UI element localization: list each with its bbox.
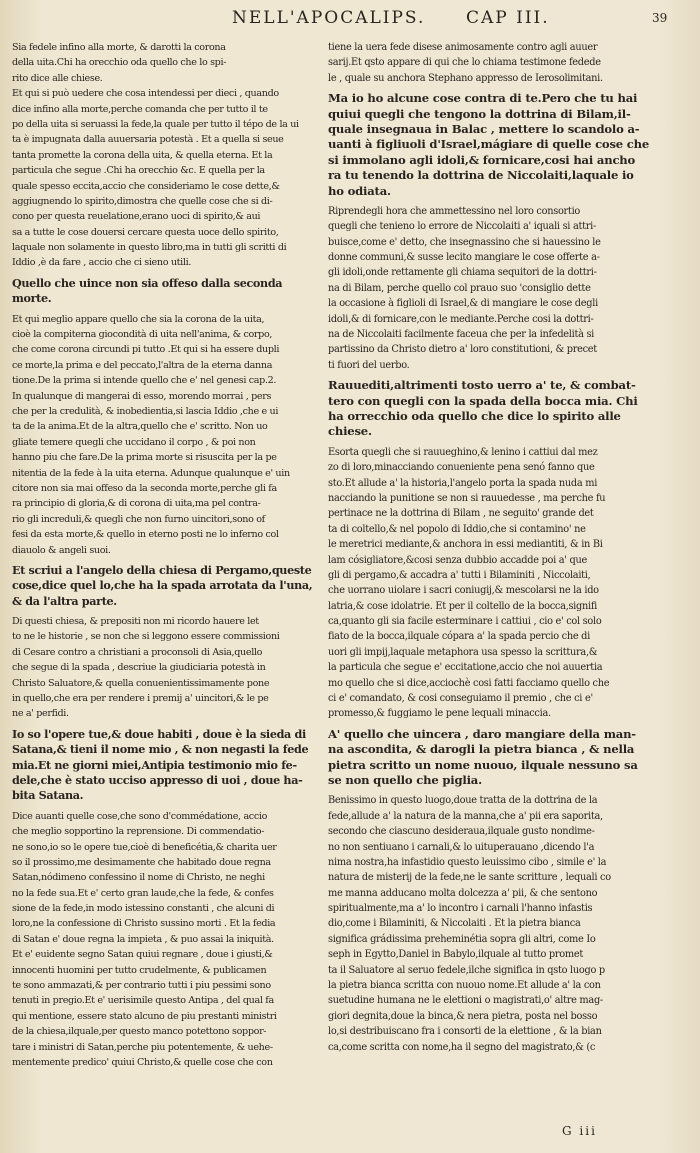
commentary-line: natura de misterij de la fede,ne le sante scritture , lequali co: [328, 872, 611, 884]
scripture-line: ha orrecchio oda quello che dice lo spirito alle: [328, 408, 621, 423]
commentary-line: Benissimo in questo luogo,doue tratta de la dottrina de la: [328, 795, 598, 807]
scripture-line: bita Satana.: [12, 788, 84, 803]
commentary-line: no non sentiuano i carnali,& lo uituperauano ,dicendo l'a: [328, 841, 595, 853]
commentary-line: che uorrano uiolare i sacri coniugij,& mescolarsi ne la ido: [328, 585, 599, 597]
commentary-line: ta di coltello,& nel popolo di Iddio,che si contamino' ne: [328, 523, 586, 535]
scripture-line: mia.Et ne giorni miei,Antipia testimonio mio fe-: [12, 757, 297, 772]
scripture-line: ra tu tenendo la dottrina de Niccolaiti,laquale io: [328, 168, 634, 183]
commentary-line: hanno piu che fare.De la prima morte si risuscita per la pe: [12, 452, 277, 464]
commentary-line: Dice auanti quelle cose,che sono d'commédatione, accio: [12, 810, 268, 822]
commentary-line: tiene la uera fede disese animosamente contro agli auuer: [328, 42, 598, 53]
commentary-line: Esorta quegli che si rauueghino,& lenino i cattiui dal mez: [328, 446, 598, 458]
scripture-line: pietra scritto un nome nuouo, ilquale nessuno sa: [328, 757, 638, 772]
commentary-line: uori gli impij,laquale metaphora usa spesso la scrittura,&: [328, 646, 598, 658]
scripture-line: Rauuediti,altrimenti tosto uerro a' te, & combat-: [328, 378, 636, 393]
scripture-line: si immolano agli idoli,& fornicare,cosi hai ancho: [328, 152, 636, 167]
commentary-line: loro,ne la confessione di Christo sussino morti . Et la fedia: [12, 918, 276, 930]
commentary-line: di Satan e' doue regna la impieta , & puo assai la iniquità.: [12, 933, 274, 945]
commentary-line: della uita.Chi ha orecchio oda quello che lo spi-: [12, 57, 227, 69]
commentary-line: na de Niccolaiti facilmente faceua che per la infedelità si: [328, 329, 595, 341]
commentary-line: de la chiesa,ilquale,per questo manco potettono soppor-: [12, 1026, 267, 1038]
commentary-line: Sia fedele infino alla morte, & darotti la corona: [12, 42, 226, 53]
scripture-line: Ma io ho alcune cose contra di te.Pero che tu hai: [328, 91, 638, 106]
commentary-line: sto.Et allude a' la historia,l'angelo porta la spada nuda mi: [328, 477, 598, 489]
scripture-line: se non quello che piglia.: [328, 772, 482, 787]
commentary-line: ca,come scritta con nome,ha il segno del magistrato,& (c: [328, 1041, 596, 1053]
commentary-line: pertinace ne la dottrina di Bilam , ne seguito' grande det: [328, 508, 594, 520]
commentary-line: cioè la compiterna giocondità di uita nell'anima, & corpo,: [12, 329, 273, 341]
commentary-line: ti fuori del uerbo.: [328, 359, 410, 371]
commentary-line: gliate temere quegli che uccidano il corpo , & poi non: [12, 436, 256, 448]
commentary-line: tare i ministri di Satan,perche piu potentemente, & uehe-: [12, 1041, 273, 1053]
scripture-line: na ascondita, & darogli la pietra bianca , & nella: [328, 742, 635, 757]
commentary-line: le meretrici mediante,& anchora in essi mediantiti, & in Bi: [328, 539, 603, 551]
commentary-line: Riprendegli hora che ammettessino nel loro consortio: [328, 205, 581, 217]
commentary-line: diauolo & angeli suoi.: [12, 544, 111, 556]
commentary-line: nitentia de la fede à la uita eterna. Adunque qualunque e' uin: [12, 467, 290, 479]
commentary-line: idoli,& di fornicare,con le mediante.Perche cosi la dottri-: [328, 313, 594, 325]
right-column: [328, 40, 683, 1125]
commentary-line: na di Bilam, perche quello col prauo suo 'consiglio dette: [328, 282, 591, 294]
commentary-line: che segue di la spada , descriue la giudiciaria potestà in: [12, 662, 266, 674]
commentary-line: aggiugnendo lo spirito,dimostra che quelle cose che si di-: [12, 195, 273, 207]
commentary-line: fesi da esta morte,& quello in eterno posti ne lo inferno col: [12, 529, 279, 541]
commentary-line: rio gli increduli,& quegli che non furno uincitori,sono of: [12, 513, 265, 525]
commentary-line: la pietra bianca scritta con nuouo nome.Et allude a' la con: [328, 980, 601, 992]
commentary-line: laquale non solamente in questo libro,ma in tutti gli scritti di: [12, 242, 287, 254]
commentary-line: buisce,come e' detto, che insegnassino che si hauessino le: [328, 236, 601, 248]
scripture-line: Satana,& tieni il nome mio , & non negasti la fede: [12, 742, 309, 757]
commentary-line: che meglio sopportino la reprensione. Di commendatio-: [12, 826, 265, 838]
commentary-line: lam cósigliatore,&cosi senza dubbio accadde poi a' que: [328, 554, 587, 566]
commentary-line: significa grádissima preheminétia sopra gli altri, come Io: [328, 933, 596, 945]
scripture-line: Et scriui a l'angelo della chiesa di Pergamo,queste: [12, 562, 312, 577]
commentary-line: dio,come i Bilaminiti, & Niccolaiti . Et la pietra bianca: [328, 918, 581, 930]
commentary-line: ca,quanto gli sia facile esterminare i cattiui , cio e' col solo: [328, 616, 602, 628]
commentary-line: le , quale su anchora Stephano appresso de Ierosolimitani.: [328, 72, 603, 84]
scripture-line: morte.: [12, 291, 52, 306]
commentary-line: sione de la fede,in modo istessino constanti , che alcuni di: [12, 903, 275, 915]
commentary-line: donne communi,& susse lecito mangiare le cose offerte a-: [328, 252, 600, 264]
commentary-line: ci e' comandato, & cosi conseguiamo il premio , che ci e': [328, 693, 593, 705]
scripture-line: uanti à figliuoli d'Israel,mágiare di quelle cose che: [328, 137, 650, 152]
commentary-line: partissino da Christo dietro a' loro constitutioni, & precet: [328, 344, 597, 356]
scripture-line: Quello che uince non sia offeso dalla seconda: [12, 275, 283, 290]
commentary-line: so il prossimo,me desimamente che habitado doue regna: [12, 856, 271, 868]
commentary-line: fiato de la bocca,ilquale cópara a' la spada percio che di: [328, 631, 590, 643]
commentary-line: sa a tutte le cose douersi cercare questa uoce dello spirito,: [12, 226, 279, 238]
commentary-line: cono per questa reuelatione,erano uoci di spirito,& aui: [12, 211, 261, 223]
commentary-line: che come corona circundi pi tutto .Et qui si ha essere dupli: [12, 344, 280, 356]
commentary-line: in quello,che era per rendere i premij a' uincitori,& le pe: [12, 693, 269, 705]
commentary-line: la particula che segue e' eccitatione,accio che noi auuertia: [328, 662, 603, 674]
commentary-line: lo,si destribuiscano fra i consorti de la elettione , & la bian: [328, 1026, 602, 1038]
commentary-line: In qualunque di mangerai di esso, morendo morrai , pers: [12, 390, 272, 402]
commentary-line: promesso,& fuggiamo le pene lequali minaccia.: [328, 708, 551, 720]
scripture-line: Io so l'opere tue,& doue habiti , doue è la sieda di: [12, 726, 306, 741]
commentary-line: ta il Saluatore al seruo fedele,ilche significa in qsto luogo p: [328, 964, 605, 976]
scripture-line: ho odiata.: [328, 183, 391, 198]
commentary-line: zo di loro,minacciando conueniente pena senó fanno que: [328, 462, 595, 474]
commentary-line: fede,allude a' la natura de la manna,che a' pii era saporita,: [328, 810, 603, 822]
commentary-line: nima nostra,ha infastidio questo leuissimo cibo , simile e' la: [328, 856, 607, 868]
commentary-line: ne a' perfidi.: [12, 708, 69, 720]
commentary-line: che per la credulità, & inobedientia,si lascia Iddio ,che e ui: [12, 405, 279, 417]
commentary-line: nacciando la punitione se non si rauuedesse , ma perche fu: [328, 492, 606, 504]
commentary-line: quale spesso eccita,accio che consideriamo le cose dette,&: [12, 180, 280, 192]
commentary-line: tanta promette la corona della uita, & quella eterna. Et la: [12, 149, 273, 161]
page-number: 39: [652, 11, 668, 25]
commentary-line: sarij.Et qsto appare di qui che lo chiama testimone fedede: [328, 57, 601, 69]
commentary-line: gli idoli,onde rettamente gli chiama sequitori de la dottri-: [328, 267, 597, 279]
commentary-line: Et qui meglio appare quello che sia la corona de la uita,: [12, 313, 265, 325]
commentary-line: spiritualmente,ma a' lo incontro i carnali l'hanno infastis: [328, 903, 593, 915]
commentary-line: Et qui si può uedere che cosa intendessi per dieci , quando: [12, 88, 279, 100]
commentary-line: mentemente predico' quiui Christo,& quelle cose che con: [12, 1057, 273, 1068]
commentary-line: qui mentione, essere stato alcuno de piu prestanti ministri: [12, 1010, 277, 1022]
commentary-line: suetudine humana ne le elettioni o magistrati,o' altre mag-: [328, 995, 603, 1007]
commentary-line: Iddio ,è da fare , accio che ci sieno utili.: [12, 257, 192, 269]
commentary-line: Christo Saluatore,& quella conuenientissimamente pone: [12, 677, 270, 689]
commentary-line: no la fede sua.Et e' certo gran laude,che la fede, & confes: [12, 887, 274, 899]
scripture-line: & da l'altra parte.: [12, 593, 117, 608]
commentary-line: ta è impugnata dalla auuersaria potestà . Et a quella si seue: [12, 134, 284, 146]
commentary-line: tenuti in pregio.Et e' uerisimile questo Antipa , del qual fa: [12, 995, 274, 1007]
commentary-line: Di questi chiesa, & prepositi non mi ricordo hauere let: [12, 616, 259, 628]
scripture-line: cose,dice quel lo,che ha la spada arrotata da l'una,: [12, 578, 313, 593]
scripture-line: dele,che è stato ucciso appresso di uoi , doue ha-: [12, 772, 303, 787]
page-header: [0, 8, 700, 34]
commentary-line: di Cesare contro a christiani a proconsoli di Asia,quello: [12, 646, 263, 658]
scripture-line: quiui quegli che tengono la dottrina di Bilam,il-: [328, 106, 631, 121]
commentary-line: to ne le historie , se non che si leggono essere commissioni: [12, 631, 280, 643]
commentary-line: ra principio di gloria,& di corona di uita,ma pel contra-: [12, 498, 261, 510]
commentary-line: ne sono,io so le opere tue,cioè di beneficétia,& charita uer: [12, 841, 277, 853]
commentary-line: me manna adducano molta dolcezza a' pii, & che sentono: [328, 887, 598, 899]
commentary-line: dice infino alla morte,perche comanda che per tutto il te: [12, 103, 268, 115]
commentary-line: la occasione à figlioli di Israel,& di mangiare le cose degli: [328, 298, 598, 310]
commentary-line: citore non sia mai offeso da la seconda morte,perche gli fa: [12, 482, 277, 494]
commentary-line: ta de la anima.Et de la altra,quello che e' scritto. Non uo: [12, 421, 268, 433]
chapter-number: CAP III.: [466, 8, 550, 28]
commentary-line: giori degnita,doue la binca,& nera pietra, posta nel bosso: [328, 1010, 598, 1022]
running-title: NELL'APOCALIPS.: [232, 8, 426, 28]
commentary-line: te sono ammazati,& per contrario tutti i piu pessimi sono: [12, 980, 271, 992]
commentary-line: quegli che tenieno lo errore de Niccolaiti a' iquali si attri-: [328, 221, 596, 233]
commentary-line: particula che segue .Chi ha orecchio &c. E quella per la: [12, 165, 265, 177]
commentary-line: ce morte,la prima e del peccato,l'altra de la eterna danna: [12, 359, 273, 371]
signature-mark: G iii: [562, 1124, 597, 1138]
commentary-line: innocenti huomini per tutto crudelmente, & publicamen: [12, 964, 267, 976]
commentary-line: mo quello che si dice,acciochè cosi fatti facciamo quello che: [328, 677, 610, 689]
commentary-line: latria,& cose idolatrie. Et per il coltello de la bocca,signifi: [328, 600, 597, 612]
commentary-line: seph in Egytto,Daniel in Babylo,ilquale al tutto promet: [328, 949, 583, 961]
commentary-line: po della uita si seruassi la fede,la quale per tutto il tépo de la ui: [12, 118, 299, 130]
commentary-line: Satan,nódimeno confessino il nome di Christo, ne neghi: [12, 872, 265, 884]
scripture-line: chiese.: [328, 424, 372, 439]
scripture-line: quale insegnaua in Balac , mettere lo scandolo a-: [328, 121, 640, 136]
scripture-line: A' quello che uincera , daro mangiare della man-: [328, 726, 636, 741]
scripture-line: tero con quegli con la spada della bocca mia. Chi: [328, 393, 638, 408]
commentary-line: secondo che ciascuno desideraua,ilquale gusto nondime-: [328, 826, 595, 838]
commentary-line: gli di pergamo,& accadra a' tutti i Bilaminiti , Niccolaiti,: [328, 569, 591, 581]
commentary-line: tione.De la prima si intende quello che e' nel genesi cap.2.: [12, 375, 277, 387]
left-column: [12, 40, 326, 1125]
commentary-line: rito dice alle chiese.: [12, 72, 103, 84]
commentary-line: Et e' euidente segno Satan quiui regnare , doue i giusti,&: [12, 949, 273, 961]
